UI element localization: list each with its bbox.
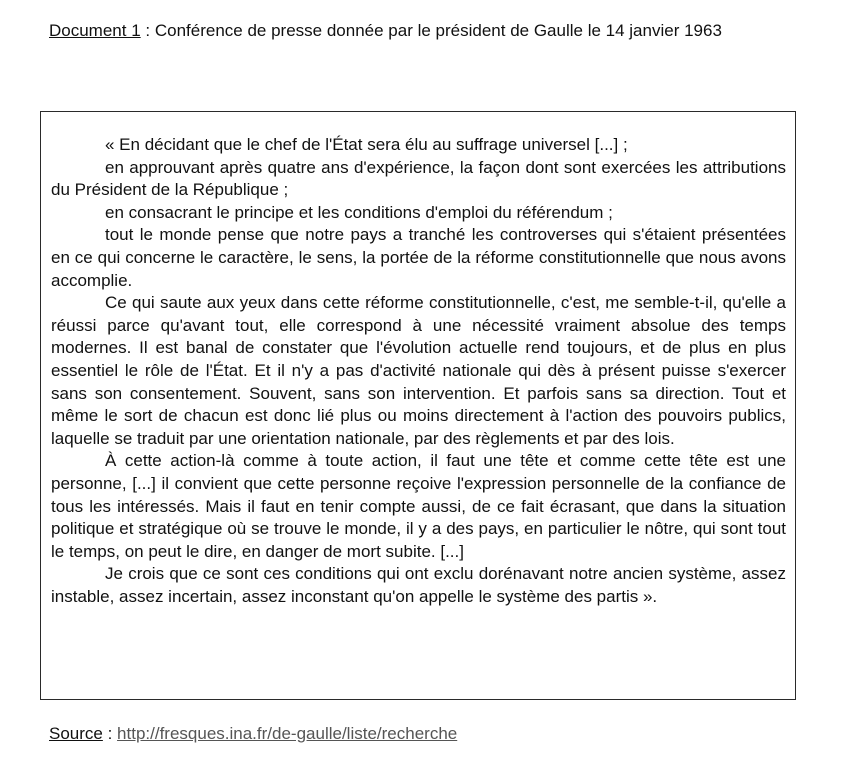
quote-paragraph-5: Ce qui saute aux yeux dans cette réforme constitutionnelle, c'est, me semble-t-il, qu'elle a réussi parce qu'avant tout, elle correspond à une nécessité vraiment absolue des temps modernes. Il est banal de constater que l'évolution actuelle rend toujours, et de plus en plus essentiel le rôle de l'État. Et il n'y a pas d'activité nationale qui dès à présent puisse s'exercer sans son consentement. Souvent, sans son intervention. Et parfois sans sa direction. Tout et même le sort de chacun est donc lié plus ou moins directement à l'action des pouvoirs publics, laquelle se traduit par une orientation nationale, par des règlements et par des lois. <box>51 293 786 448</box>
source-label: Source <box>49 724 103 743</box>
quote-paragraph-7: Je crois que ce sont ces conditions qui ont exclu dorénavant notre ancien système, assez instable, assez incertain, assez inconstant qu'on appelle le système des partis ». <box>51 564 786 606</box>
quote-box <box>40 111 796 700</box>
document-heading <box>49 20 799 42</box>
heading-separator: : <box>140 21 155 40</box>
document-label: Document 1 <box>49 21 141 40</box>
quote-paragraph-1: « En décidant que le chef de l'État sera élu au suffrage universel [...] ; <box>105 135 628 154</box>
source-separator: : <box>102 724 118 743</box>
quote-paragraph-4: tout le monde pense que notre pays a tranché les controverses qui s'étaient présentées en ce qui concerne le caractère, le sens, la portée de la réforme constitutionnelle que nous avons accomplie. <box>51 225 786 290</box>
document-title: Conférence de presse donnée par le président de Gaulle le 14 janvier 1963 <box>154 21 722 40</box>
source-line <box>49 723 457 745</box>
quote-paragraph-3: en consacrant le principe et les conditions d'emploi du référendum ; <box>105 202 613 222</box>
quote-text <box>51 134 786 608</box>
quote-paragraph-6: À cette action-là comme à toute action, il faut une tête et comme cette tête est une personne, [...] il convient que cette personne reçoive l'expression personnelle de la confiance de tous les intéressés. Mais il faut en tenir compte aussi, de ce fait écrasant, que dans la situation politique et stratégique où se trouve le monde, il y a des pays, en particulier le nôtre, qui sont tout le temps, on peut le dire, en danger de mort subite. [...] <box>51 451 786 561</box>
source-link[interactable]: http://fresques.ina.fr/de-gaulle/liste/recherche <box>117 724 458 743</box>
quote-paragraph-2: en approuvant après quatre ans d'expérience, la façon dont sont exercées les attributions du Président de la République ; <box>51 157 786 200</box>
